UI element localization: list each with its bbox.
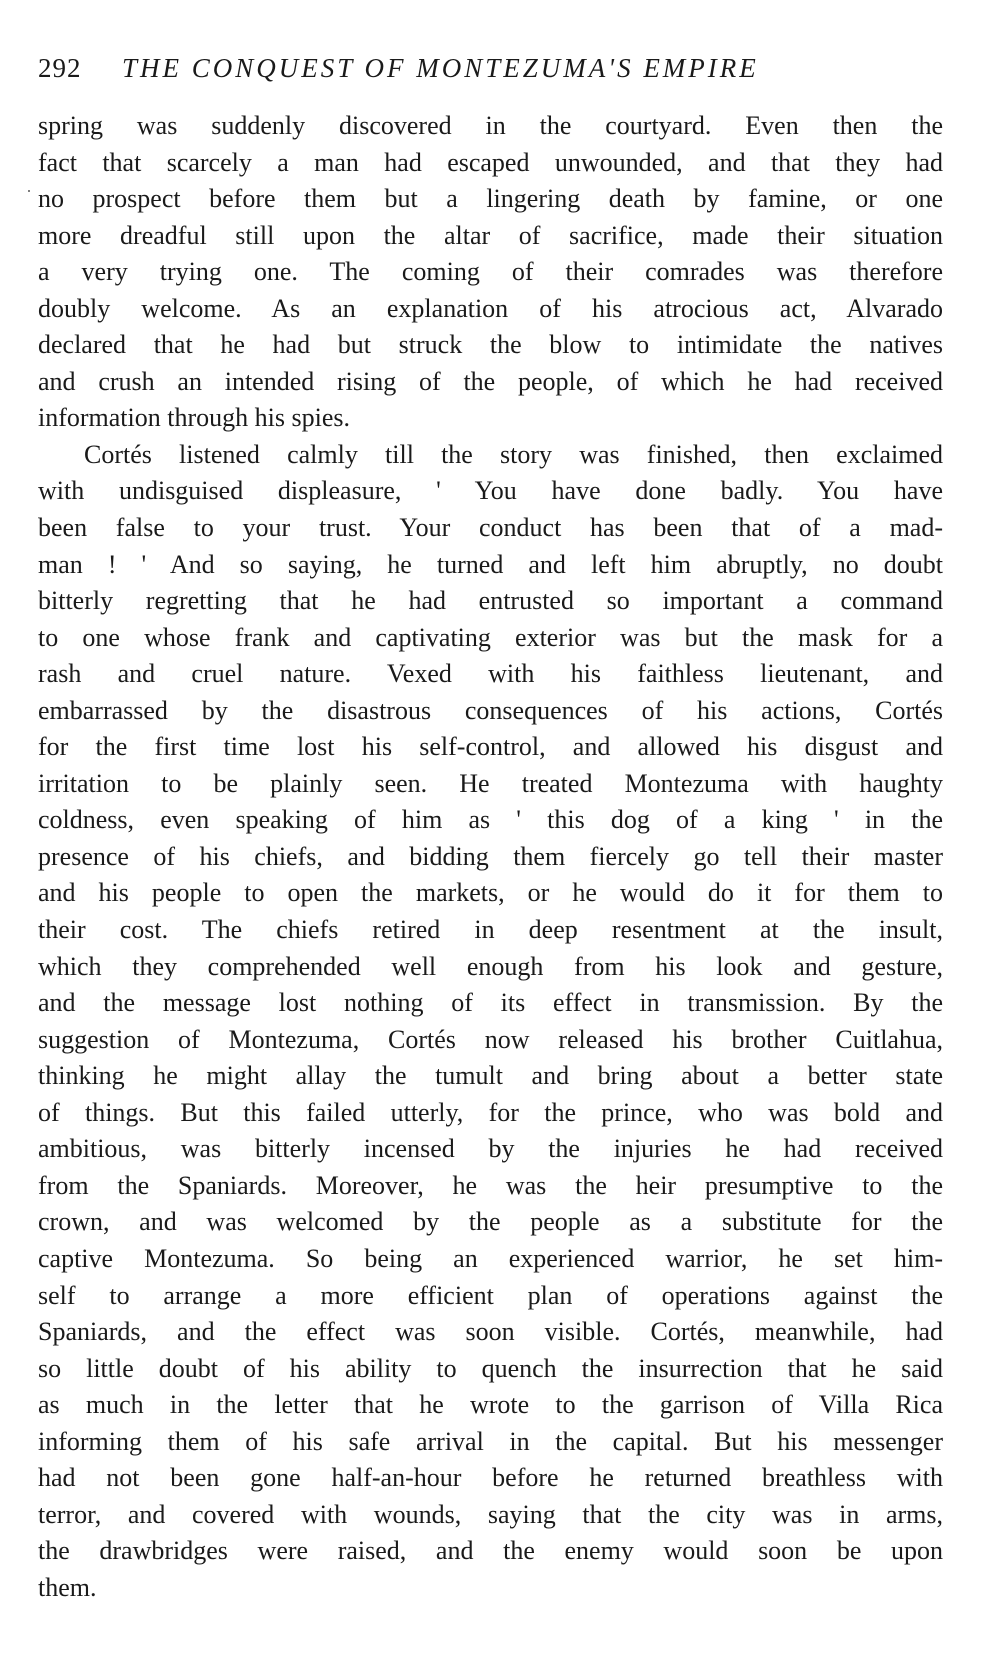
text-line: doubly welcome. As an explanation of his atrocious act, Alvarado [38,293,943,323]
running-title: THE CONQUEST OF MONTEZUMA'S EMPIRE [122,53,759,83]
text-line: fact that scarcely a man had escaped unwounded, and that they had [38,147,943,177]
body-text [38,108,943,1606]
text-line: irritation to be plainly seen. He treated Montezuma with haughty [38,768,943,798]
text-line: informing them of his safe arrival in the capital. But his messenger [38,1426,943,1456]
text-line: man ! ' And so saying, he turned and left him abruptly, no doubt [38,549,943,579]
text-line: embarrassed by the disastrous consequences of his actions, Cortés [38,695,943,725]
text-line: their cost. The chiefs retired in deep resentment at the insult, [38,915,943,945]
text-line: Cortés listened calmly till the story was finished, then exclaimed [84,439,943,469]
text-line: declared that he had but struck the blow to intimidate the natives [38,330,943,360]
text-line: with undisguised displeasure, ' You have done badly. You have [38,476,943,506]
text-line: had not been gone half-an-hour before he returned breathless with [38,1463,943,1493]
text-line: presence of his chiefs, and bidding them fiercely go tell their master [38,841,943,871]
paragraph-2 [38,437,943,1607]
paragraph-1 [38,108,943,437]
text-line: and crush an intended rising of the people, of which he had received [38,366,943,396]
margin-mark [28,190,30,192]
text-line: coldness, even speaking of him as ' this dog of a king ' in the [38,805,943,835]
text-line: ambitious, was bitterly incensed by the injuries he had received [38,1134,943,1164]
text-line: spring was suddenly discovered in the courtyard. Even then the [38,111,943,140]
text-line: for the first time lost his self-control, and allowed his disgust and [38,732,943,762]
text-line: rash and cruel nature. Vexed with his faithless lieutenant, and [38,659,943,689]
text-line: crown, and was welcomed by the people as a substitute for the [38,1207,943,1237]
text-line: as much in the letter that he wrote to the garrison of Villa Rica [38,1390,943,1420]
text-line: self to arrange a more efficient plan of operations against the [38,1280,943,1310]
text-line: the drawbridges were raised, and the enemy would soon be upon [38,1536,943,1566]
text-line: no prospect before them but a lingering death by famine, or one [38,184,943,214]
page-number: 292 [38,53,82,83]
text-line: Spaniards, and the effect was soon visible. Cortés, meanwhile, had [38,1317,943,1347]
text-line: bitterly regretting that he had entrusted so important a command [38,586,943,616]
text-line: thinking he might allay the tumult and bring about a better state [38,1061,943,1091]
text-line: them. [38,1572,97,1602]
text-line: from the Spaniards. Moreover, he was the heir presumptive to the [38,1170,943,1200]
text-line: to one whose frank and captivating exterior was but the mask for a [38,622,943,652]
text-line: and his people to open the markets, or he would do it for them to [38,878,943,908]
text-line: terror, and covered with wounds, saying that the city was in arms, [38,1499,943,1529]
text-line: been false to your trust. Your conduct has been that of a mad- [38,513,943,543]
text-line: suggestion of Montezuma, Cortés now released his brother Cuitlahua, [38,1024,943,1054]
running-head [38,48,918,88]
text-line: information through his spies. [38,403,350,433]
text-line: and the message lost nothing of its effect in transmission. By the [38,988,943,1018]
text-line: more dreadful still upon the altar of sacrifice, made their situation [38,220,943,250]
text-line: which they comprehended well enough from his look and gesture, [38,951,943,981]
text-line: captive Montezuma. So being an experienced warrior, he set him- [38,1243,943,1273]
text-line: so little doubt of his ability to quench the insurrection that he said [38,1353,943,1383]
text-line: of things. But this failed utterly, for the prince, who was bold and [38,1097,943,1127]
text-line: a very trying one. The coming of their comrades was therefore [38,257,943,287]
